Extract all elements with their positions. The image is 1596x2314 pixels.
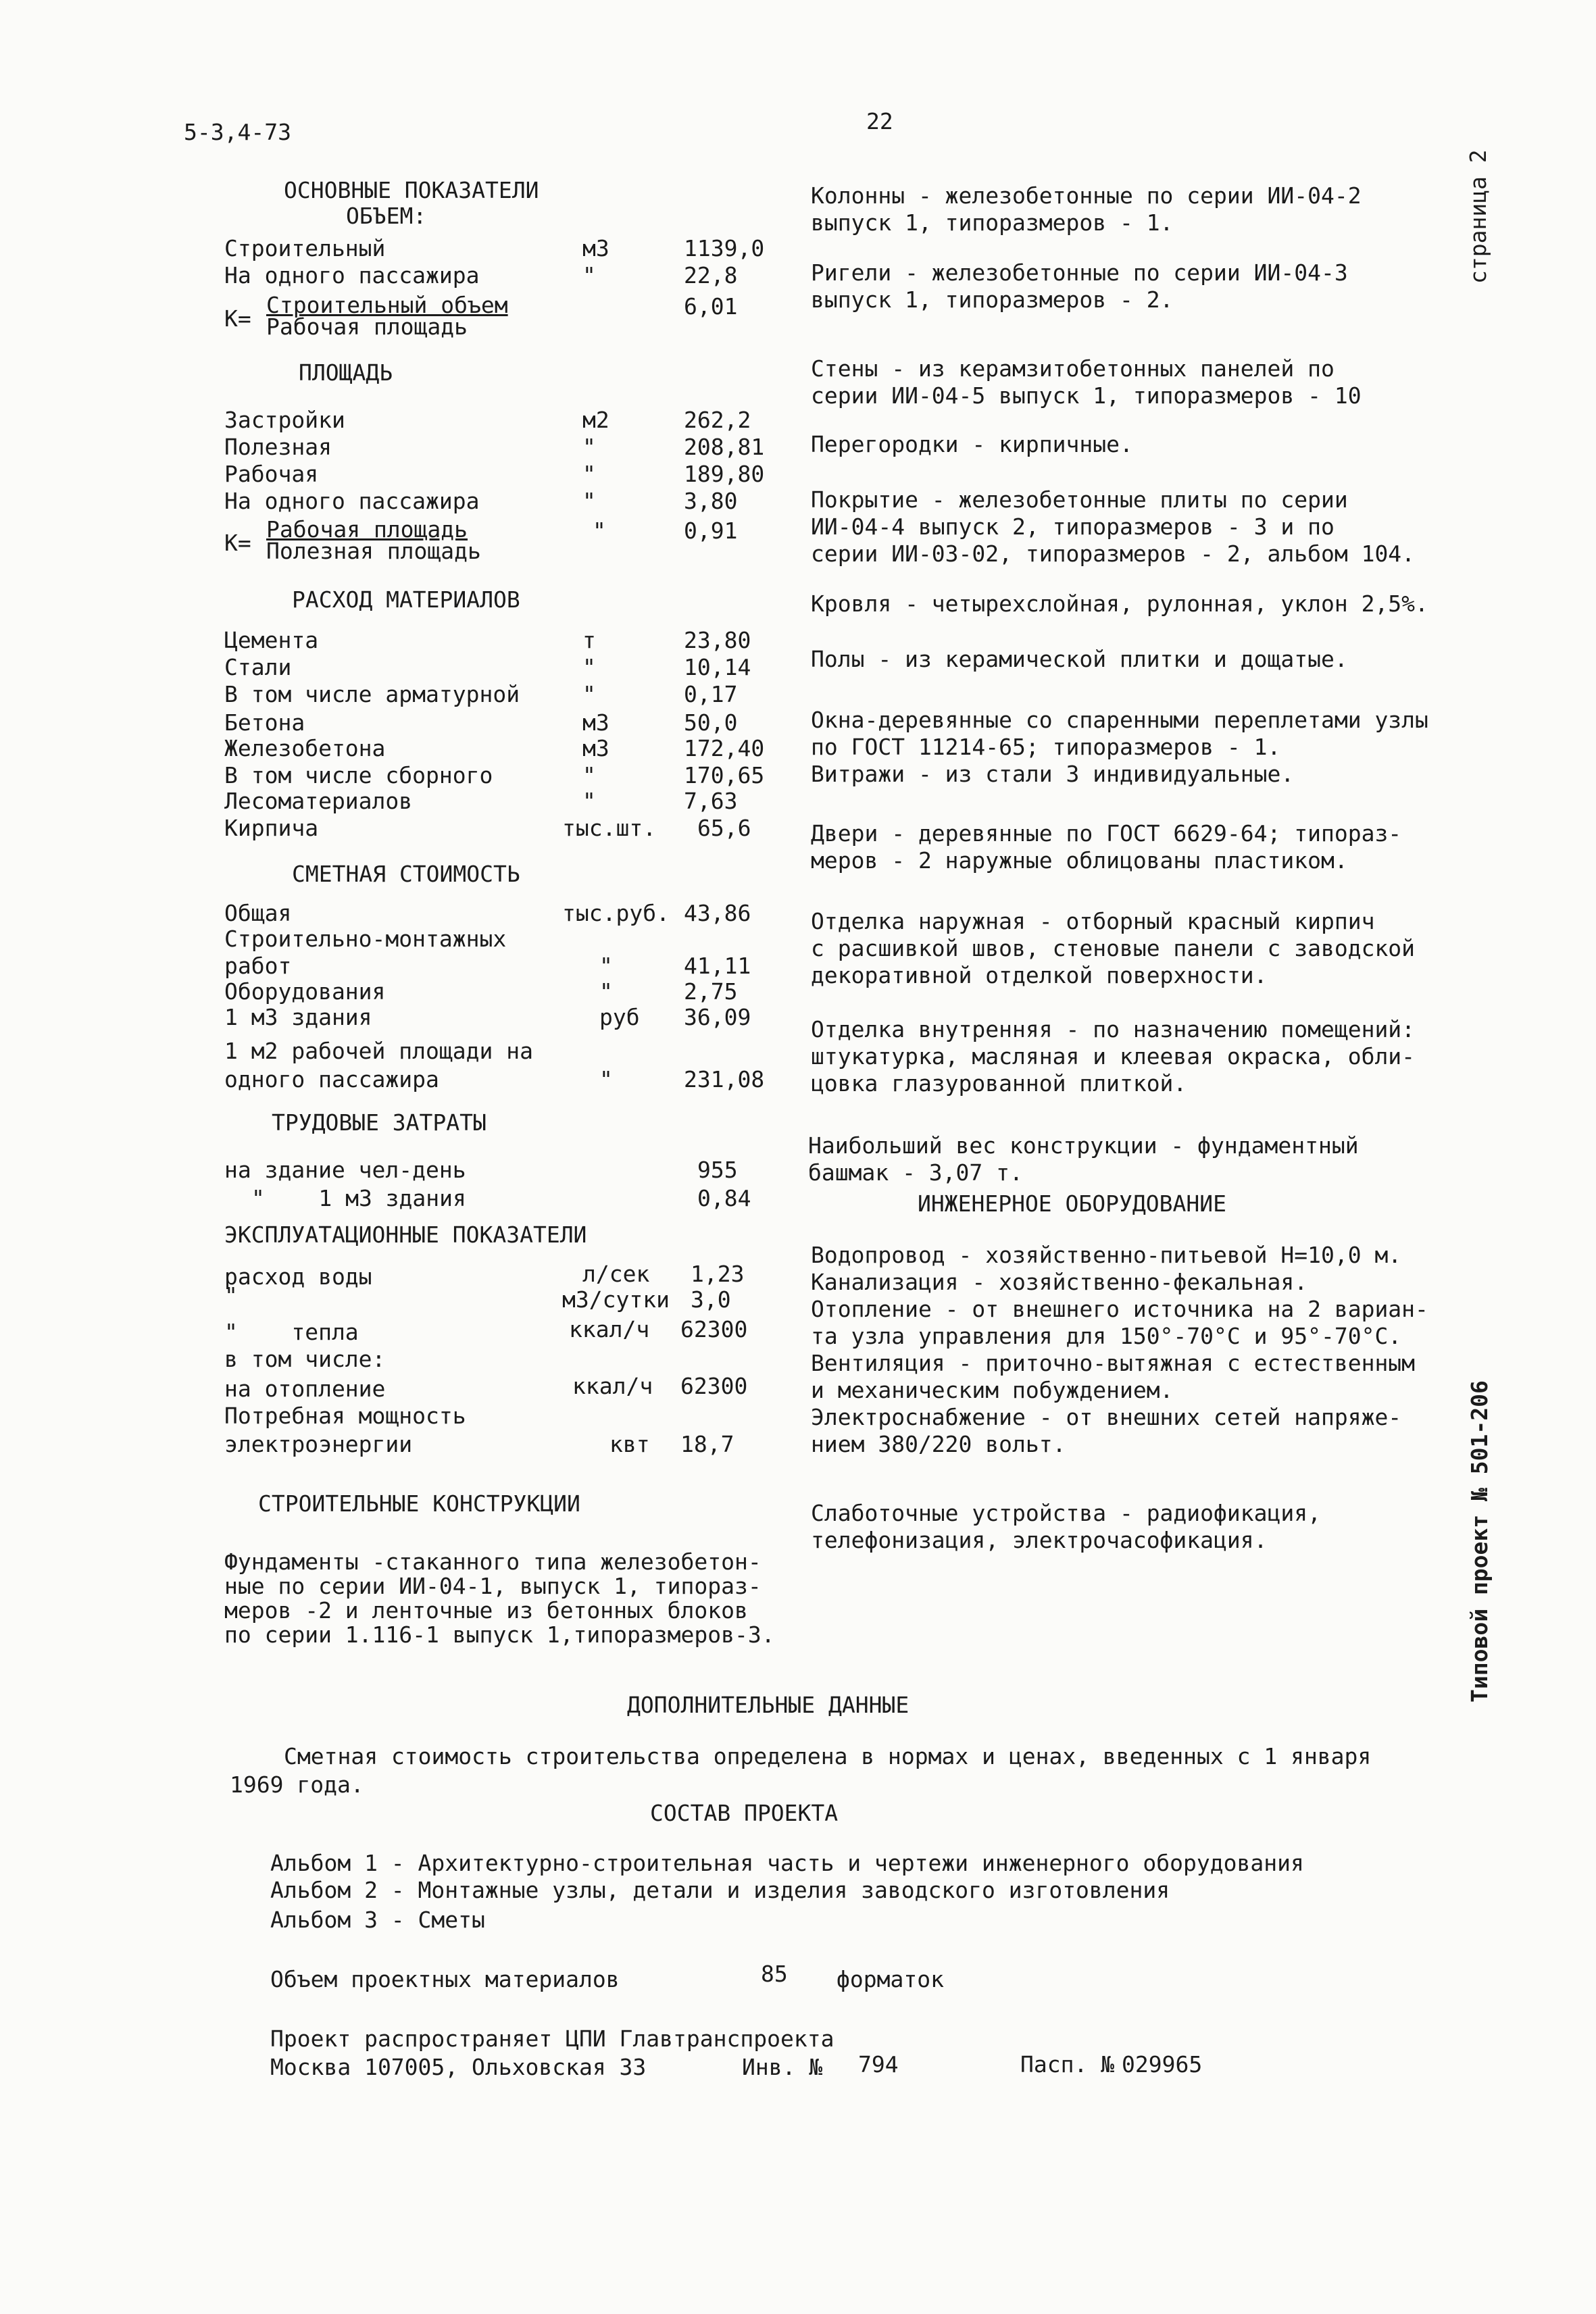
row-unit: " [582, 461, 596, 487]
row-unit: " [582, 654, 596, 680]
power-label: электроэнергии [224, 1431, 413, 1457]
composition-heading: СОСТАВ ПРОЕКТА [650, 1800, 839, 1826]
row-unit: м3 [582, 735, 609, 761]
row-label: 1 м3 здания [224, 1004, 372, 1030]
row-value: 3,80 [684, 488, 738, 514]
area-heading: ПЛОЩАДЬ [299, 359, 393, 386]
water-value-1: 1,23 [691, 1261, 745, 1287]
row-unit: " [599, 953, 613, 979]
heat-label: " тепла [224, 1319, 359, 1345]
row-unit: " [582, 488, 596, 514]
heat-unit: ккал/ч [569, 1316, 650, 1342]
power-unit: квт [609, 1431, 650, 1457]
row-unit: тыс.шт. [562, 815, 657, 841]
row-value: 10,14 [684, 654, 751, 680]
ratio-numerator: Рабочая площадь [266, 516, 468, 543]
row-unit: " [599, 1066, 613, 1092]
row-label: Бетона [224, 709, 305, 736]
paragraph-line: выпуск 1, типоразмеров - 2. [811, 286, 1174, 313]
paragraph-line: Стены - из керамзитобетонных панелей по [811, 355, 1335, 382]
foundations-line: меров -2 и ленточные из бетонных блоков [224, 1597, 748, 1624]
materials-volume-label: Объем проектных материалов [270, 1966, 620, 1992]
paragraph-line: Кровля - четырехслойная, рулонная, уклон 2,5%. [811, 590, 1428, 617]
inventory-label: Инв. № [742, 2054, 823, 2080]
water-unit-2: м3/сутки [562, 1286, 670, 1313]
paragraph-line: Окна-деревянные со спаренными переплетами узлы [811, 707, 1428, 733]
row-value: 208,81 [684, 434, 765, 460]
row-value: 23,80 [684, 627, 751, 653]
foundations-line: ные по серии ИИ-04-1, выпуск 1, типораз- [224, 1573, 762, 1599]
paragraph-line: та узла управления для 150°-70°С и 95°-70°С. [811, 1323, 1402, 1349]
paragraph-line: башмак - 3,07 т. [808, 1159, 1023, 1186]
ratio-unit: " [593, 518, 606, 544]
engineering-heading: ИНЖЕНЕРНОЕ ОБОРУДОВАНИЕ [918, 1190, 1226, 1217]
album-line: Альбом 3 - Сметы [270, 1907, 485, 1933]
distributor-line: Проект распространяет ЦПИ Главтранспроекта [270, 2026, 834, 2052]
row-label: Полезная [224, 434, 332, 460]
paragraph-line: серии ИИ-04-5 выпуск 1, типоразмеров - 10 [811, 382, 1362, 409]
paragraph-line: декоративной отделкой поверхности. [811, 962, 1268, 988]
paragraph-line: Покрытие - железобетонные плиты по серии [811, 486, 1348, 513]
row-value: 22,8 [684, 262, 738, 288]
row-value: 7,63 [684, 788, 738, 814]
paragraph-line: Электроснабжение - от внешних сетей напряже- [811, 1404, 1402, 1430]
additional-text-line: Сметная стоимость строительства определена в нормах и ценах, введенных с 1 января [284, 1743, 1372, 1769]
cost-heading: СМЕТНАЯ СТОИМОСТЬ [292, 861, 520, 887]
row-unit: " [582, 262, 596, 288]
constructions-heading: СТРОИТЕЛЬНЫЕ КОНСТРУКЦИИ [258, 1490, 580, 1517]
foundations-line: по серии 1.116-1 выпуск 1,типоразмеров-3. [224, 1621, 775, 1648]
foundations-line: Фундаменты -стаканного типа железобетон- [224, 1549, 762, 1575]
album-line: Альбом 1 - Архитектурно-строительная часть и чертежи инженерного оборудования [270, 1850, 1304, 1876]
paragraph-line: цовка глазурованной плиткой. [811, 1070, 1187, 1097]
row-value: 189,80 [684, 461, 765, 487]
paragraph-line: штукатурка, масляная и клеевая окраска, обли- [811, 1043, 1416, 1070]
row-value: 955 [697, 1157, 738, 1183]
ratio-denominator: Рабочая площадь [266, 313, 468, 340]
row-unit: м3 [582, 235, 609, 261]
additional-text-line: 1969 года. [230, 1771, 364, 1798]
row-unit: м3 [582, 709, 609, 736]
materials-volume-value: 85 [761, 1961, 788, 1987]
row-value: 0,84 [697, 1185, 751, 1211]
volume-heading: ОБЪЕМ: [346, 203, 427, 229]
row-label: Железобетона [224, 735, 386, 761]
row-value: 50,0 [684, 709, 738, 736]
row-unit: м2 [582, 407, 609, 433]
row-unit: " [582, 788, 596, 814]
additional-heading: ДОПОЛНИТЕЛЬНЫЕ ДАННЫЕ [627, 1692, 909, 1718]
row-value: 231,08 [684, 1066, 765, 1092]
ratio-k: К= [224, 530, 251, 556]
paragraph-line: серии ИИ-03-02, типоразмеров - 2, альбом 104. [811, 540, 1416, 567]
operational-heading: ЭКСПЛУАТАЦИОННЫЕ ПОКАЗАТЕЛИ [224, 1222, 587, 1248]
paragraph-line: телефонизация, электрочасофикация. [811, 1527, 1268, 1553]
row-unit: т [582, 627, 596, 653]
row-value: 43,86 [684, 900, 751, 926]
row-value: 1139,0 [684, 235, 765, 261]
power-line1: Потребная мощность [224, 1403, 466, 1429]
document-code: 5-3,4-73 [184, 119, 291, 145]
water-label: расход воды [224, 1263, 372, 1290]
cost-m2-line1: 1 м2 рабочей площади на [224, 1038, 533, 1064]
paragraph-line: Колонны - железобетонные по серии ИИ-04-2 [811, 182, 1362, 209]
row-label: На одного пассажира [224, 488, 480, 514]
ratio-k: К= [224, 305, 251, 332]
heating-label: на отопление [224, 1376, 386, 1402]
row-label: Лесоматериалов [224, 788, 413, 814]
row-value: 172,40 [684, 735, 765, 761]
row-unit: " [582, 762, 596, 788]
row-unit: руб [599, 1004, 640, 1030]
paragraph-line: Отопление - от внешнего источника на 2 вариан- [811, 1296, 1428, 1322]
inventory-number: 794 [858, 2051, 899, 2078]
materials-heading: РАСХОД МАТЕРИАЛОВ [292, 586, 520, 613]
paragraph-line: Ригели - железобетонные по серии ИИ-04-3 [811, 259, 1348, 286]
row-value: 0,17 [684, 681, 738, 707]
passport-label: Пасп. № [1020, 2051, 1115, 2078]
row-label: На одного пассажира [224, 262, 480, 288]
row-value: 2,75 [684, 978, 738, 1005]
row-label: Застройки [224, 407, 345, 433]
row-label: на здание чел-день [224, 1157, 466, 1183]
power-value: 18,7 [680, 1431, 734, 1457]
row-label: " 1 м3 здания [251, 1185, 466, 1211]
paragraph-line: Перегородки - кирпичные. [811, 431, 1133, 457]
paragraph-line: Водопровод - хозяйственно-питьевой Н=10,0 м. [811, 1242, 1402, 1268]
heating-value: 62300 [680, 1373, 748, 1399]
ratio-denominator: Полезная площадь [266, 538, 481, 564]
row-label: Рабочая [224, 461, 319, 487]
row-label: работ [224, 953, 292, 979]
row-label: Цемента [224, 627, 319, 653]
row-label: Оборудования [224, 978, 386, 1005]
album-line: Альбом 2 - Монтажные узлы, детали и изделия заводского изготовления [270, 1877, 1170, 1903]
row-unit: " [582, 434, 596, 460]
ratio-value: 6,01 [684, 293, 738, 320]
row-label: В том числе сборного [224, 762, 493, 788]
paragraph-line: Канализация - хозяйственно-фекальная. [811, 1269, 1308, 1295]
water-unit-1: л/сек [582, 1261, 650, 1287]
passport-number: 029965 [1122, 2051, 1203, 2078]
paragraph-line: ИИ-04-4 выпуск 2, типоразмеров - 3 и по [811, 513, 1335, 540]
paragraph-line: Полы - из керамической плитки и дощатые. [811, 646, 1348, 672]
paragraph-line: меров - 2 наружные облицованы пластиком. [811, 847, 1348, 874]
row-label: Кирпича [224, 815, 319, 841]
ratio-value: 0,91 [684, 518, 738, 544]
address-line: Москва 107005, Ольховская 33 [270, 2054, 647, 2080]
side-page-label: страница 2 [1465, 149, 1491, 284]
paragraph-line: Вентиляция - приточно-вытяжная с естественным [811, 1350, 1416, 1376]
water-ditto: " [224, 1282, 238, 1309]
materials-volume-unit: форматок [837, 1966, 944, 1992]
paragraph-line: Отделка внутренняя - по назначению помещений: [811, 1016, 1416, 1042]
row-label: Строительный [224, 235, 386, 261]
paragraph-line: Двери - деревянные по ГОСТ 6629-64; типораз- [811, 820, 1402, 847]
row-label: Стали [224, 654, 292, 680]
water-value-2: 3,0 [691, 1286, 731, 1313]
paragraph-line: Слаботочные устройства - радиофикация, [811, 1500, 1321, 1526]
heat-value: 62300 [680, 1316, 748, 1342]
row-value: 170,65 [684, 762, 765, 788]
ratio-numerator: Строительный объем [266, 292, 508, 318]
paragraph-line: выпуск 1, типоразмеров - 1. [811, 209, 1174, 236]
heating-unit: ккал/ч [572, 1373, 653, 1399]
indicators-title: ОСНОВНЫЕ ПОКАЗАТЕЛИ [284, 177, 539, 203]
cost-smr-line1: Строительно-монтажных [224, 926, 507, 952]
paragraph-line: Витражи - из стали 3 индивидуальные. [811, 761, 1295, 787]
row-label: В том числе арматурной [224, 681, 520, 707]
row-unit: " [582, 681, 596, 707]
row-value: 41,11 [684, 953, 751, 979]
row-value: 262,2 [684, 407, 751, 433]
side-project-number: Типовой проект № 501-206 [1466, 1380, 1493, 1703]
paragraph-line: и механическим побуждением. [811, 1377, 1174, 1403]
paragraph-line: Отделка наружная - отборный красный кирпич [811, 908, 1375, 934]
paragraph-line: по ГОСТ 11214-65; типоразмеров - 1. [811, 734, 1281, 760]
paragraph-line: с расшивкой швов, стеновые панели с заводской [811, 935, 1416, 961]
row-value: 65,6 [697, 815, 751, 841]
paragraph-line: нием 380/220 вольт. [811, 1431, 1066, 1457]
row-label: Общая [224, 900, 292, 926]
row-value: 36,09 [684, 1004, 751, 1030]
row-label: одного пассажира [224, 1066, 439, 1092]
row-unit: тыс.руб. [562, 900, 670, 926]
labor-heading: ТРУДОВЫЕ ЗАТРАТЫ [272, 1109, 487, 1136]
incl-label: в том числе: [224, 1346, 386, 1372]
row-unit: " [599, 978, 613, 1005]
page-number: 22 [866, 108, 893, 134]
paragraph-line: Наибольший вес конструкции - фундаментный [808, 1132, 1359, 1159]
